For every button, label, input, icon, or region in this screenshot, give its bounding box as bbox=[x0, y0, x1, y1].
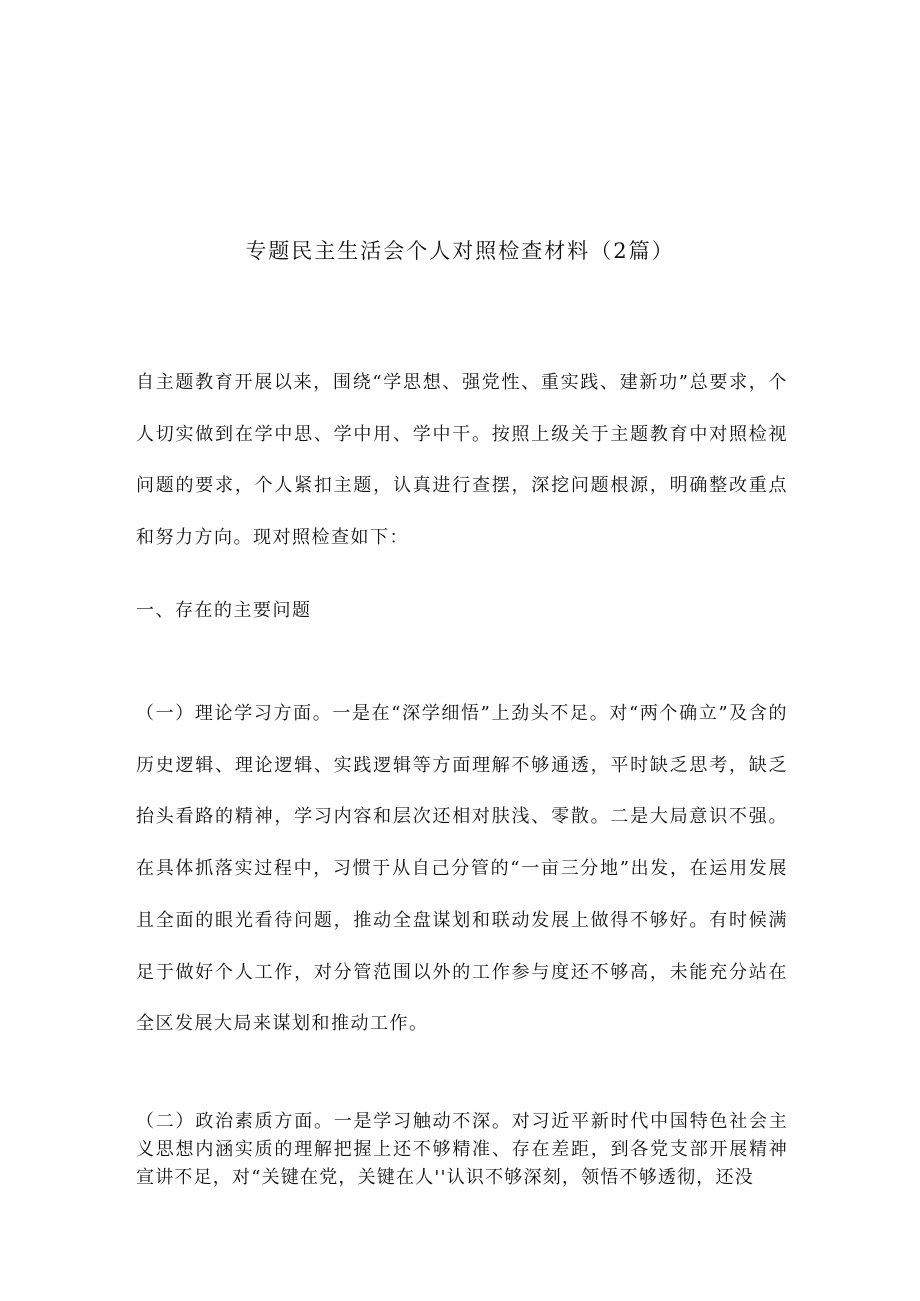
theory-study-paragraph: （一）理论学习方面。一是在“深学细悟”上劲头不足。对“两个确立”及含的历史逻辑、理论逻辑、实践逻辑等方面理解不够通透，平时缺乏思考，缺乏抬头看路的精神，学习内容和层次还相对肤浅、零散。二是大局意识不强。在具体抓落实过程中，习惯于从自己分管的“一亩三分地”出发，在运用发展且全面的眼光看待问题，推动全盘谋划和联动发展上做得不够好。有时候满足于做好个人工作，对分管范围以外的工作参与度还不够高，未能充分站在全区发展大局来谋划和推动工作。 bbox=[136, 703, 788, 1035]
political-quality-paragraph: （二）政治素质方面。一是学习触动不深。对习近平新时代中国特色社会主义思想内涵实质的理解把握上还不够精准、存在差距，到各党支部开展精神宣讲不足，对“关键在党，关键在人''认识不够深刻，领悟不够透彻，还没 bbox=[136, 1111, 788, 1188]
section-heading: 一、存在的主要问题 bbox=[136, 600, 312, 621]
document-title: 专题民主生活会个人对照检查材料（2篇） bbox=[245, 239, 675, 263]
intro-paragraph: 自主题教育开展以来，围绕“学思想、强党性、重实践、建新功”总要求，个人切实做到在学中思、学中用、学中干。按照上级关于主题教育中对照检视问题的要求，个人紧扣主题，认真进行查摆，深挖问题根源，明确整改重点和努力方向。现对照检查如下： bbox=[136, 372, 788, 548]
